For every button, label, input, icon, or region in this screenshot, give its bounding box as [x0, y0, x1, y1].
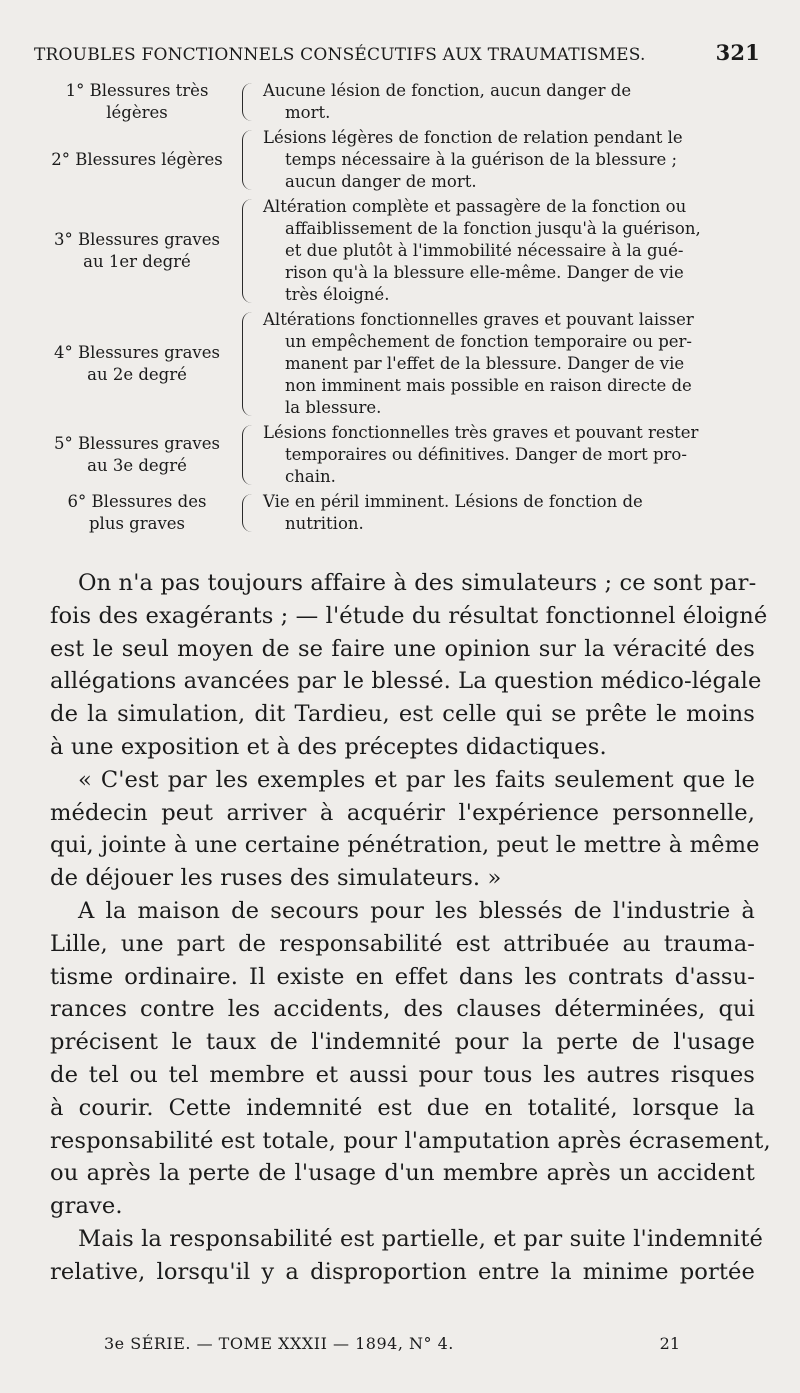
classification-label-line: 4° Blessures graves — [54, 343, 220, 362]
classification-description — [263, 127, 758, 193]
classification-label-line: plus graves — [88, 514, 186, 533]
classification-label-line: 5° Blessures graves — [54, 434, 220, 453]
classification-description — [263, 309, 758, 419]
text-line: Lille, une part de responsabilité est attribuée au trauma- — [50, 930, 755, 957]
text-line: relative, lorsqu'il y a disproportion entre la minime portée — [50, 1258, 755, 1285]
text-line: rances contre les accidents, des clauses déterminées, qui — [50, 996, 755, 1023]
text-line: Mais la responsabilité est partielle, et par suite l'indemnité — [78, 1225, 763, 1252]
page-number: 321 — [715, 40, 760, 65]
classification-row — [40, 196, 758, 306]
brace-mark — [242, 312, 259, 416]
text-line: A la maison de secours pour les blessés de l'industrie à — [78, 897, 755, 924]
classification-description-line: non imminent mais possible en raison directe de — [285, 376, 692, 395]
classification-label — [40, 80, 236, 124]
classification-description-line: temps nécessaire à la guérison de la blessure ; — [285, 150, 678, 169]
classification-label — [40, 149, 236, 171]
classification-description-line: Altération complète et passagère de la fonction ou — [263, 197, 687, 216]
text-line: de tel ou tel membre et aussi pour tous les autres risques — [50, 1061, 755, 1088]
text-line: de déjouer les ruses des simulateurs. » — [50, 865, 502, 892]
classification-row — [40, 80, 758, 124]
classification-row — [40, 422, 758, 488]
text-line: On n'a pas toujours affaire à des simulateurs ; ce sont par- — [78, 570, 757, 596]
text-line: à courir. Cette indemnité est due en totalité, lorsque la — [50, 1094, 755, 1121]
text-line: médecin peut arriver à acquérir l'expérience personnelle, — [50, 799, 755, 826]
wound-classification-table — [40, 80, 758, 535]
classification-description-line: aucun danger de mort. — [285, 172, 477, 191]
classification-label-line: 6° Blessures des — [67, 492, 207, 511]
classification-description-line: Lésions légères de fonction de relation pendant le — [263, 128, 683, 147]
text-line: précisent le taux de l'indemnité pour la perte de l'usage — [50, 1029, 755, 1056]
classification-description-line: Altérations fonctionnelles graves et pouvant laisser — [263, 310, 694, 329]
classification-description-line: Lésions fonctionnelles très graves et pouvant rester — [263, 423, 699, 442]
text-line: est le seul moyen de se faire une opinion sur la véracité des — [50, 635, 755, 662]
paragraph — [50, 567, 768, 764]
classification-description-line: rison qu'à la blessure elle-même. Danger de vie — [285, 263, 684, 282]
signature-mark: 21 — [659, 1334, 680, 1353]
classification-label — [40, 229, 236, 273]
text-line: allégations avancées par le blessé. La question médico-légale — [50, 668, 762, 695]
classification-label — [40, 342, 236, 386]
classification-label-line: légères — [106, 103, 168, 122]
classification-description-line: mort. — [285, 103, 331, 122]
running-header — [34, 40, 760, 65]
paragraph — [50, 1223, 763, 1289]
classification-description-line: Vie en péril imminent. Lésions de fonction de — [263, 492, 643, 511]
classification-description — [263, 491, 758, 535]
brace-mark — [242, 199, 259, 303]
text-line: ou après la perte de l'usage d'un membre après un accident — [50, 1160, 755, 1187]
series-info: 3e SÉRIE. — TOME XXXII — 1894, N° 4. — [104, 1334, 454, 1353]
classification-description-line: temporaires ou définitives. Danger de mort pro- — [285, 445, 687, 464]
classification-row — [40, 491, 758, 535]
classification-description-line: manent par l'effet de la blessure. Danger de vie — [285, 354, 685, 373]
text-line: tisme ordinaire. Il existe en effet dans les contrats d'assu- — [50, 963, 755, 990]
classification-label-line: 3° Blessures graves — [54, 230, 220, 249]
classification-label-line: au 2e degré — [87, 365, 187, 384]
classification-row — [40, 309, 758, 419]
paragraph — [50, 764, 760, 895]
classification-label-line: 1° Blessures très — [65, 81, 209, 100]
classification-description-line: et due plutôt à l'immobilité nécessaire à la gué- — [285, 241, 684, 260]
classification-description-line: la blessure. — [285, 398, 382, 417]
classification-description-line: très éloigné. — [285, 285, 390, 304]
body-text — [50, 567, 771, 1289]
text-line: fois des exagérants ; — l'étude du résultat fonctionnel éloigné — [50, 602, 768, 629]
classification-row — [40, 127, 758, 193]
brace-mark — [242, 425, 259, 485]
classification-label — [40, 433, 236, 477]
classification-description-line: Aucune lésion de fonction, aucun danger de — [263, 81, 632, 100]
brace-mark — [242, 130, 259, 190]
text-line: grave. — [50, 1193, 123, 1220]
text-line: de la simulation, dit Tardieu, est celle qui se prête le moins — [50, 701, 755, 728]
page-footer — [104, 1334, 680, 1353]
classification-label — [40, 491, 236, 535]
classification-label-line: 2° Blessures légères — [51, 150, 223, 169]
paragraph — [50, 895, 771, 1223]
classification-description-line: chain. — [285, 467, 336, 486]
text-line: responsabilité est totale, pour l'amputation après écrasement, — [50, 1127, 771, 1154]
classification-description — [263, 422, 758, 488]
text-line: « C'est par les exemples et par les faits seulement que le — [78, 766, 755, 793]
classification-description-line: nutrition. — [285, 514, 364, 533]
classification-description — [263, 196, 758, 306]
classification-label-line: au 1er degré — [83, 252, 191, 271]
running-title: TROUBLES FONCTIONNELS CONSÉCUTIFS AUX TRAUMATISMES. — [34, 45, 646, 65]
classification-label-line: au 3e degré — [87, 456, 187, 475]
text-line: qui, jointe à une certaine pénétration, peut le mettre à même — [50, 832, 760, 859]
brace-mark — [242, 494, 259, 532]
classification-description-line: un empêchement de fonction temporaire ou per- — [285, 332, 693, 351]
classification-description — [263, 80, 758, 124]
brace-mark — [242, 83, 259, 121]
text-line: à une exposition et à des préceptes didactiques. — [50, 733, 607, 760]
classification-description-line: affaiblissement de la fonction jusqu'à la guérison, — [285, 219, 701, 238]
